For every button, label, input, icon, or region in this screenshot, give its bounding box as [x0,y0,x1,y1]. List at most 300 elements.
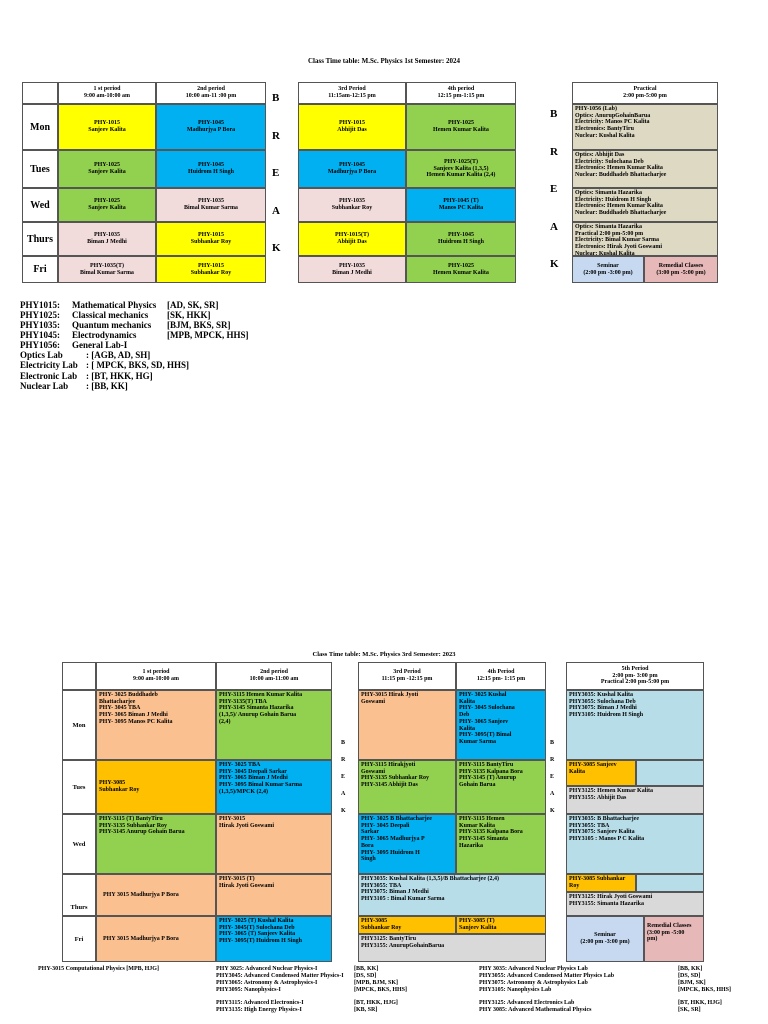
cell-line: Electronics: Hirak Jyoti Goswami [575,244,663,251]
legend-subject: Mathematical Physics [72,300,157,310]
cell-line: Bora [361,842,374,849]
cell-line: Kumar Sarma [459,739,497,746]
sem1-day-fri: Fri [22,256,58,283]
cell-line: Seminar [597,262,619,269]
cell-line: 10:00 am-11 :00 pm [185,93,237,99]
cell-line: [KB, SR] [354,1007,378,1014]
cell-line: PHY3125: Advanced Electronics Lab [479,1000,575,1007]
sem1-thu-p1 [58,222,156,256]
cell-line [354,994,407,1001]
sem1-wed-p3 [298,188,406,222]
sem3-fri-p4 [456,916,546,934]
cell-line: Kalita [459,725,475,732]
cell-line: PHY- 3065 (T) Sanjeev Kalita [219,931,296,938]
sem1-thu-p2 [156,222,266,256]
cell-line: [BJM, SK] [678,979,706,986]
sem3-wed-p3 [358,814,456,874]
sem1-break2-a: A [550,221,558,233]
cell-line: Bhattacharjee [99,698,136,705]
cell-line: PHY-3115 BantyTiru [459,762,514,768]
cell-line: PHY-3115 Hemen Kumar Kalita [219,692,303,698]
cell-line: PHY- 3025 Kushal [459,692,507,698]
legend-row [20,330,249,340]
sem3-header-corner [62,662,96,690]
cell-line: [BT, HKK, HJG] [354,1000,398,1007]
sem3-fri-seminar [566,916,644,962]
cell-line: Roy [569,882,580,889]
sem3-footnote-col1 [38,966,159,973]
cell-line: PHY-1045 [338,162,366,169]
cell-line: PHY3035: Kushal Kalita [569,692,634,698]
cell-line: PHY3075: Biman J Medhi [361,889,429,896]
sem3-day-thurs: Thurs [62,874,96,916]
cell-line: (1,3,5)/ Anurup Gohain Barua [219,712,297,719]
cell-line: PHY3105: Huidrom H Singh [569,712,644,719]
cell-line: PHY-3135 Kalpana Bora [459,768,523,775]
cell-line: Subhankar Roy [331,205,373,211]
sem1-break2-b: B [550,108,558,120]
cell-line: Electricity: Manos PC Kalita [575,119,650,126]
cell-line: Madhurjya P Bora [186,127,236,133]
cell-line: Nuclear: Kushal Kalita [575,250,635,256]
cell-line: PHY- 3045(T) Sulochana Deb [219,924,295,931]
cell-line: PHY 3015 Madhurjya P Bora [103,891,179,898]
sem1-thu-p3 [298,222,406,256]
sem1-mon-p1 [58,104,156,150]
cell-line: Kalita [569,768,585,775]
cell-line: PHY- 3065 Sanjeev [459,718,509,725]
lab-row [20,371,249,381]
sem1-mon-practical [572,104,718,150]
cell-line: PHY-3015 Computational Physics [MPB, HJG] [38,966,159,972]
sem3-header-p5 [566,662,704,690]
cell-line: PHY-1045 [197,120,225,127]
legend-code: PHY1035: [20,320,60,331]
cell-line: Optics: Simanta Hazarika [575,224,642,230]
cell-line: Electricity: Sulochana Deb [575,158,644,165]
cell-line: PHY-3085 Subhankar [569,876,626,882]
cell-line: PHY3095: Nanophysics-I [216,986,281,993]
cell-line: PHY3155: Simanta Hazarika [569,900,644,907]
cell-line: PHY3055: Sulochana Deb [569,698,636,705]
cell-line: PHY- 3045 Deepali Sarkar [219,768,287,775]
cell-line: 3rd Period [338,86,366,93]
cell-line: Remedial Classes [658,262,704,269]
cell-line: PHY- 3025 B Bhattacharjee [361,816,432,822]
sem3-thu-p5-lab [566,892,704,916]
legend-code: PHY1015: [20,300,60,310]
cell-line: PHY3075: Astronomy & Astrophysics Lab [479,979,588,986]
cell-line: [DS, SD] [678,972,701,979]
sem3-tue-p2 [216,760,332,814]
legend-row [20,310,249,320]
sem1-mon-p3 [298,104,406,150]
sem3-footnote-col2 [216,966,344,1014]
cell-line: Nuclear: Buddhadeb Bhattacharjee [575,210,667,217]
cell-line: PHY-3085 Sanjeev [569,762,617,768]
cell-line: PHY3055: Advanced Condensed Matter Physics Lab [479,972,615,979]
sem3-break2-e: E [550,774,555,780]
cell-line: Sanjeev Kalita [88,169,126,175]
sem1-header-p3 [298,82,406,104]
cell-line: Sanjeev Kalita [88,127,126,133]
cell-line: Biman J Medhi [87,239,127,245]
lab-name: Optics Lab [20,350,63,361]
cell-line: Huidrom H Singh [188,169,234,175]
sem1-break2-e: E [550,183,558,195]
cell-line: PHY-1015 [93,120,121,127]
cell-line: 2:00 pm-5:00 pm [623,93,667,99]
cell-line: PHY-3145 Abhijit Das [361,782,418,789]
sem3-fri-p2 [216,916,332,962]
sem3-day-fri: Fri [62,916,96,962]
cell-line: PHY-3085 [99,780,126,787]
legend-subject: General Lab-I [72,340,128,351]
sem3-thu-p5-blank [636,874,704,892]
cell-line: 2nd period [260,669,288,676]
cell-line: Hazarika [459,842,483,849]
sem3-header-p2 [216,662,332,690]
sem3-break2-r: R [550,757,555,763]
cell-line: 2nd period [197,86,225,93]
cell-line: PHY3125: Hemen Kumar Kalita [569,788,654,794]
cell-line: 1 st period [142,669,170,676]
sem3-day-mon: Mon [62,690,96,760]
sem3-tue-p1 [96,760,216,814]
cell-line: Singh [361,856,376,863]
sem1-wed-practical [572,188,718,222]
sem3-day-wed: Wed [62,814,96,874]
cell-line: Manos PC Kalita [438,205,484,211]
sem1-tue-p4 [406,150,516,188]
cell-line: Sanjeev Kalita (1,3,5) [433,165,489,172]
cell-line: PHY- 3025 TBA [219,762,261,768]
sem3-break-a: A [341,791,346,797]
cell-line: PHY-1015 [197,232,225,239]
cell-line: PHY-1045 [197,162,225,169]
cell-line: [MPCK, BKS, HHS] [354,986,408,993]
legend-code: PHY1045: [20,330,60,341]
cell-line: PHY-3115 Hirakjyoti [361,762,416,768]
cell-line: PHY-3115 (T) BantyTiru [99,816,163,822]
cell-line: PHY 3035: Advanced Nuclear Physics Lab [479,966,588,972]
cell-line: Electricity: Huidrom H Singh [575,196,652,203]
cell-line: PHY-1015 [197,262,225,269]
sem1-tue-practical [572,150,718,188]
cell-line: (2,4) [219,718,231,725]
cell-line: PHY3045: Advanced Condensed Matter Physics-I [216,972,344,979]
sem1-fri-p4 [406,256,516,283]
cell-line: PHY3125: BantyTiru [361,936,417,942]
legend-row [20,340,249,350]
legend-faculty: [MPB, MPCK, HHS] [167,330,249,341]
lab-name: Electricity Lab [20,360,78,371]
sem3-header-p4 [456,662,546,690]
cell-line: PHY- 3095 Bimal Kumar Sarma [219,782,303,789]
cell-line [678,994,731,1001]
sem3-footnote-col5 [678,966,731,1014]
sem3-break2-k: K [550,808,555,814]
cell-line: PHY 3015 Madhurjya P Bora [103,935,179,942]
sem1-fri-remedial [644,256,718,283]
cell-line: Subhankar Roy [99,787,140,793]
legend-subject: Quantum mechanics [72,320,152,331]
cell-line: 9:00 am-10:00 am [133,676,179,682]
cell-line: 1 st period [93,86,121,93]
cell-line: PHY-3015 (T) [219,876,255,882]
cell-line: PHY-1035 [338,198,366,205]
cell-line: PHY-3135(T) TBA [219,698,267,705]
cell-line: PHY3055: TBA [361,882,402,889]
sem3-tue-p4 [456,760,546,814]
sem1-fri-seminar [572,256,644,283]
cell-line: PHY3055: TBA [569,822,610,829]
lab-faculty: : [BT, HKK, HG] [86,370,153,381]
cell-line: Goswami [361,698,385,705]
cell-line: Subhankar Roy [361,924,402,931]
cell-line: Electronics: Hemen Kumar Kalita [575,165,663,172]
sem1-header-p4 [406,82,516,104]
cell-line: PHY-1025 [93,162,121,169]
cell-line: Optics: Simanta Hazarika [575,190,642,196]
sem1-break-a: A [272,205,280,217]
sem1-tue-p2 [156,150,266,188]
cell-line: PHY-1025 [93,198,121,205]
cell-line: PHY-1015(T) [334,232,370,239]
cell-line: Madhurjya P Bora [327,169,377,175]
sem3-wed-p5 [566,814,704,874]
sem1-mon-p2 [156,104,266,150]
sem3-header-p1 [96,662,216,690]
sem1-header-p1 [58,82,156,104]
cell-line: 5th Period [621,665,649,672]
sem1-day-mon: Mon [22,104,58,150]
cell-line: 11:15am-12:15 pm [328,93,376,99]
cell-line: PHY- 3095 Huidrom H [361,849,420,856]
cell-line: PHY3075: Biman J Medhi [569,705,637,712]
cell-line: PHY-1035 [93,232,121,239]
cell-line: PHY- 3095 Manos PC Kalita [99,718,173,725]
cell-line: PHY3105: Nanophysics Lab [479,986,552,993]
cell-line: Abhijit Das [337,239,367,245]
cell-line: Hemen Kumar Kalita [433,127,489,133]
cell-line: PHY-3135 Kalpana Bora [459,829,523,836]
cell-line: [MPB, BJM, SK] [354,979,398,986]
cell-line: Sanjeev Kalita [459,924,497,931]
cell-line: Bimal Kumar Sarma [184,205,238,211]
cell-line: PHY-1025 [447,262,475,269]
cell-line: PHY-1035(T) [89,262,125,269]
sem3-thu-p3-p4 [358,874,546,916]
cell-line: PHY- 3065 Biman J Medhi [99,712,168,719]
lab-faculty: : [AGB, AD, SH] [86,350,151,361]
cell-line: (2:00 pm -3:00 pm) [580,939,630,945]
cell-line: Abhijit Das [337,127,367,133]
cell-line: Electronics: BantyTiru [575,126,634,133]
sem1-legend [20,300,249,391]
sem1-break-r: R [272,130,280,142]
cell-line: (2:00 pm -3:00 pm) [583,269,633,276]
sem3-mon-p2 [216,690,332,760]
legend-row [20,320,249,330]
lab-faculty: : [BB, KK] [86,380,128,391]
sem1-tue-p3 [298,150,406,188]
legend-code: PHY1025: [20,310,60,321]
sem1-wed-p1 [58,188,156,222]
cell-line: 3rd Period [393,669,421,676]
sem1-tue-p1 [58,150,156,188]
sem1-day-wed: Wed [22,188,58,222]
sem3-tue-p3 [358,760,456,814]
cell-line: (3:00 pm -5:00 [647,929,685,936]
cell-line: PHY3115: Advanced Electronics-I [216,1000,304,1007]
cell-line: Electricity: Bimal Kumar Sarma [575,237,660,244]
sem1-thu-practical [572,222,718,256]
lab-row [20,360,249,370]
sem3-break-e: E [341,774,346,780]
cell-line: Optics: AnurupGohainBarua [575,112,651,119]
cell-line: PHY-3135 Subhankar Roy [99,822,168,829]
cell-line: PHY- 3045 Sulochana [459,705,515,712]
legend-code: PHY1056: [20,340,60,351]
legend-faculty: [SK, HKK] [167,310,211,321]
cell-line: Hirak Jyoti Goswami [219,882,274,889]
cell-line: PHY3155: Abhijit Das [569,794,627,801]
cell-line: 12:15 pm- 1:15 pm [476,676,526,682]
cell-line: PHY-3085 (T) [459,918,495,924]
cell-line: Hemen Kumar Kalita (2,4) [426,172,496,179]
sem1-wed-p4 [406,188,516,222]
sem1-mon-p4 [406,104,516,150]
sem3-fri-p3 [358,916,456,934]
cell-line: PHY-3015 Hirak Jyoti [361,692,419,698]
cell-line: PHY-3145 Anurup Gohain Barua [99,829,185,836]
cell-line: PHY-3135 Subhankar Roy [361,775,430,782]
cell-line: 9:00 am-10:00 am [84,93,130,99]
sem3-mon-p5 [566,690,704,760]
sem3-thu-p5-theory [566,874,636,892]
sem3-break2-a: A [550,791,555,797]
sem3-mon-p4 [456,690,546,760]
cell-line: 11:15 pm -12:15 pm [381,676,433,682]
cell-line: PHY-3085 [361,918,388,924]
cell-line: PHY-1035 [197,198,225,205]
cell-line: [BT, HKK, HJG] [678,1000,722,1007]
cell-line: PHY-1035 [338,262,366,269]
cell-line: PHY3135: High Energy Physics-I [216,1007,302,1014]
cell-line: PHY-1015 [338,120,366,127]
sem3-tue-p5-blank [636,760,704,786]
cell-line: PHY3125: Hirak Jyoti Goswami [569,894,653,900]
cell-line: PHY-1056 (Lab) [575,106,617,112]
sem3-tue-p5-theory [566,760,636,786]
sem3-wed-p2 [216,814,332,874]
sem3-thu-p2 [216,874,332,916]
sem1-day-tues: Tues [22,150,58,188]
cell-line: PHY- 3065 Biman J Medhi [219,775,288,782]
sem1-fri-p3 [298,256,406,283]
cell-line: PHY 3085: Advanced Mathematical Physics [479,1007,592,1014]
legend-row [20,300,249,310]
cell-line: [DS, SD] [354,972,377,979]
legend-faculty: [BJM, BKS, SR] [167,320,231,331]
cell-line: Goswami [361,768,385,775]
sem1-header-practical [572,82,718,104]
cell-line: PHY-3115 Hemen [459,816,505,822]
cell-line: [BB, KK] [678,966,703,972]
cell-line: Subhankar Roy [190,269,232,276]
cell-line: Practical [633,86,657,93]
cell-line: PHY-3015 [219,816,246,822]
cell-line: Remedial Classes [647,923,692,929]
sem3-fri-remedial [644,916,704,962]
cell-line: PHY- 3095(T) Huidrom H Singh [219,938,303,945]
lab-row [20,350,249,360]
cell-line: [BB, KK] [354,966,379,972]
sem3-day-tues: Tues [62,760,96,814]
cell-line: PHY- 3025 (T) Kushal Kalita [219,918,294,924]
cell-line: 12:15 pm-1:15 pm [437,93,485,99]
sem1-header-corner [22,82,58,104]
cell-line: Hemen Kumar Kalita [433,269,489,276]
lab-name: Nuclear Lab [20,380,69,391]
cell-line: Hirak Jyoti Goswami [219,822,274,829]
sem1-wed-p2 [156,188,266,222]
cell-line: Electronics: Hemen Kumar Kalita [575,203,663,210]
sem3-wed-p1 [96,814,216,874]
cell-line: PHY3105 : Manos P C Kalita [569,836,645,843]
cell-line: PHY-3145 (T) Anurup [459,775,517,782]
cell-line: Biman J Medhi [332,269,372,276]
sem3-thu-p1 [96,874,216,916]
cell-line: PHY-1025 [447,120,475,127]
cell-line: 2:00 pm- 3:00 pm [612,672,658,679]
cell-line: 4th Period [487,669,515,676]
cell-line: pm) [647,936,658,943]
cell-line: PHY 3025: Advanced Nuclear Physics-I [216,966,318,972]
cell-line: PHY- 3045 Deepali [361,822,410,829]
sem3-footnote-col4 [479,966,614,1014]
cell-line: PHY-3145 Simanta Hazarika [219,705,294,712]
cell-line: Gohain Barua [459,782,496,789]
cell-line: [MPCK, BKS, HHS] [678,986,732,993]
cell-line: PHY3075: Sanjeev Kalita [569,829,635,836]
cell-line: PHY3155: AnurupGohainBarua [361,942,445,949]
cell-line: PHY3035: Kushal Kalita (1,3,5)/B Bhattacharjee (2,4) [361,876,499,882]
sem1-header-p2 [156,82,266,104]
sem1-break2-k: K [550,258,559,270]
sem1-break2-r: R [550,146,558,158]
sem3-break2-b: B [550,740,555,746]
cell-line: Practical 2:00 pm-5:00 pm [575,230,644,237]
cell-line: Huidrom H Singh [438,239,484,245]
legend-subject: Classical mechanics [72,310,149,321]
cell-line: Deb [459,712,470,719]
legend-subject: Electrodynamics [72,330,137,341]
cell-line: Seminar [594,932,616,939]
cell-line: Bimal Kumar Sarma [80,269,134,276]
cell-line: (1,3,5)/MPCK (2,4) [219,788,268,795]
sem3-header-p3 [358,662,456,690]
cell-line: Nuclear: Buddhadeb Bhattacharjee [575,172,667,179]
cell-line: 4th period [447,86,475,93]
cell-line [216,994,344,1001]
legend-faculty: [AD, SK, SR] [167,300,219,310]
sem3-footnote-col3 [354,966,407,1014]
sem1-break-b: B [272,92,280,104]
cell-line: PHY- 3065 Madhurjya P [361,836,425,843]
cell-line: Kumar Kalita [459,822,496,829]
